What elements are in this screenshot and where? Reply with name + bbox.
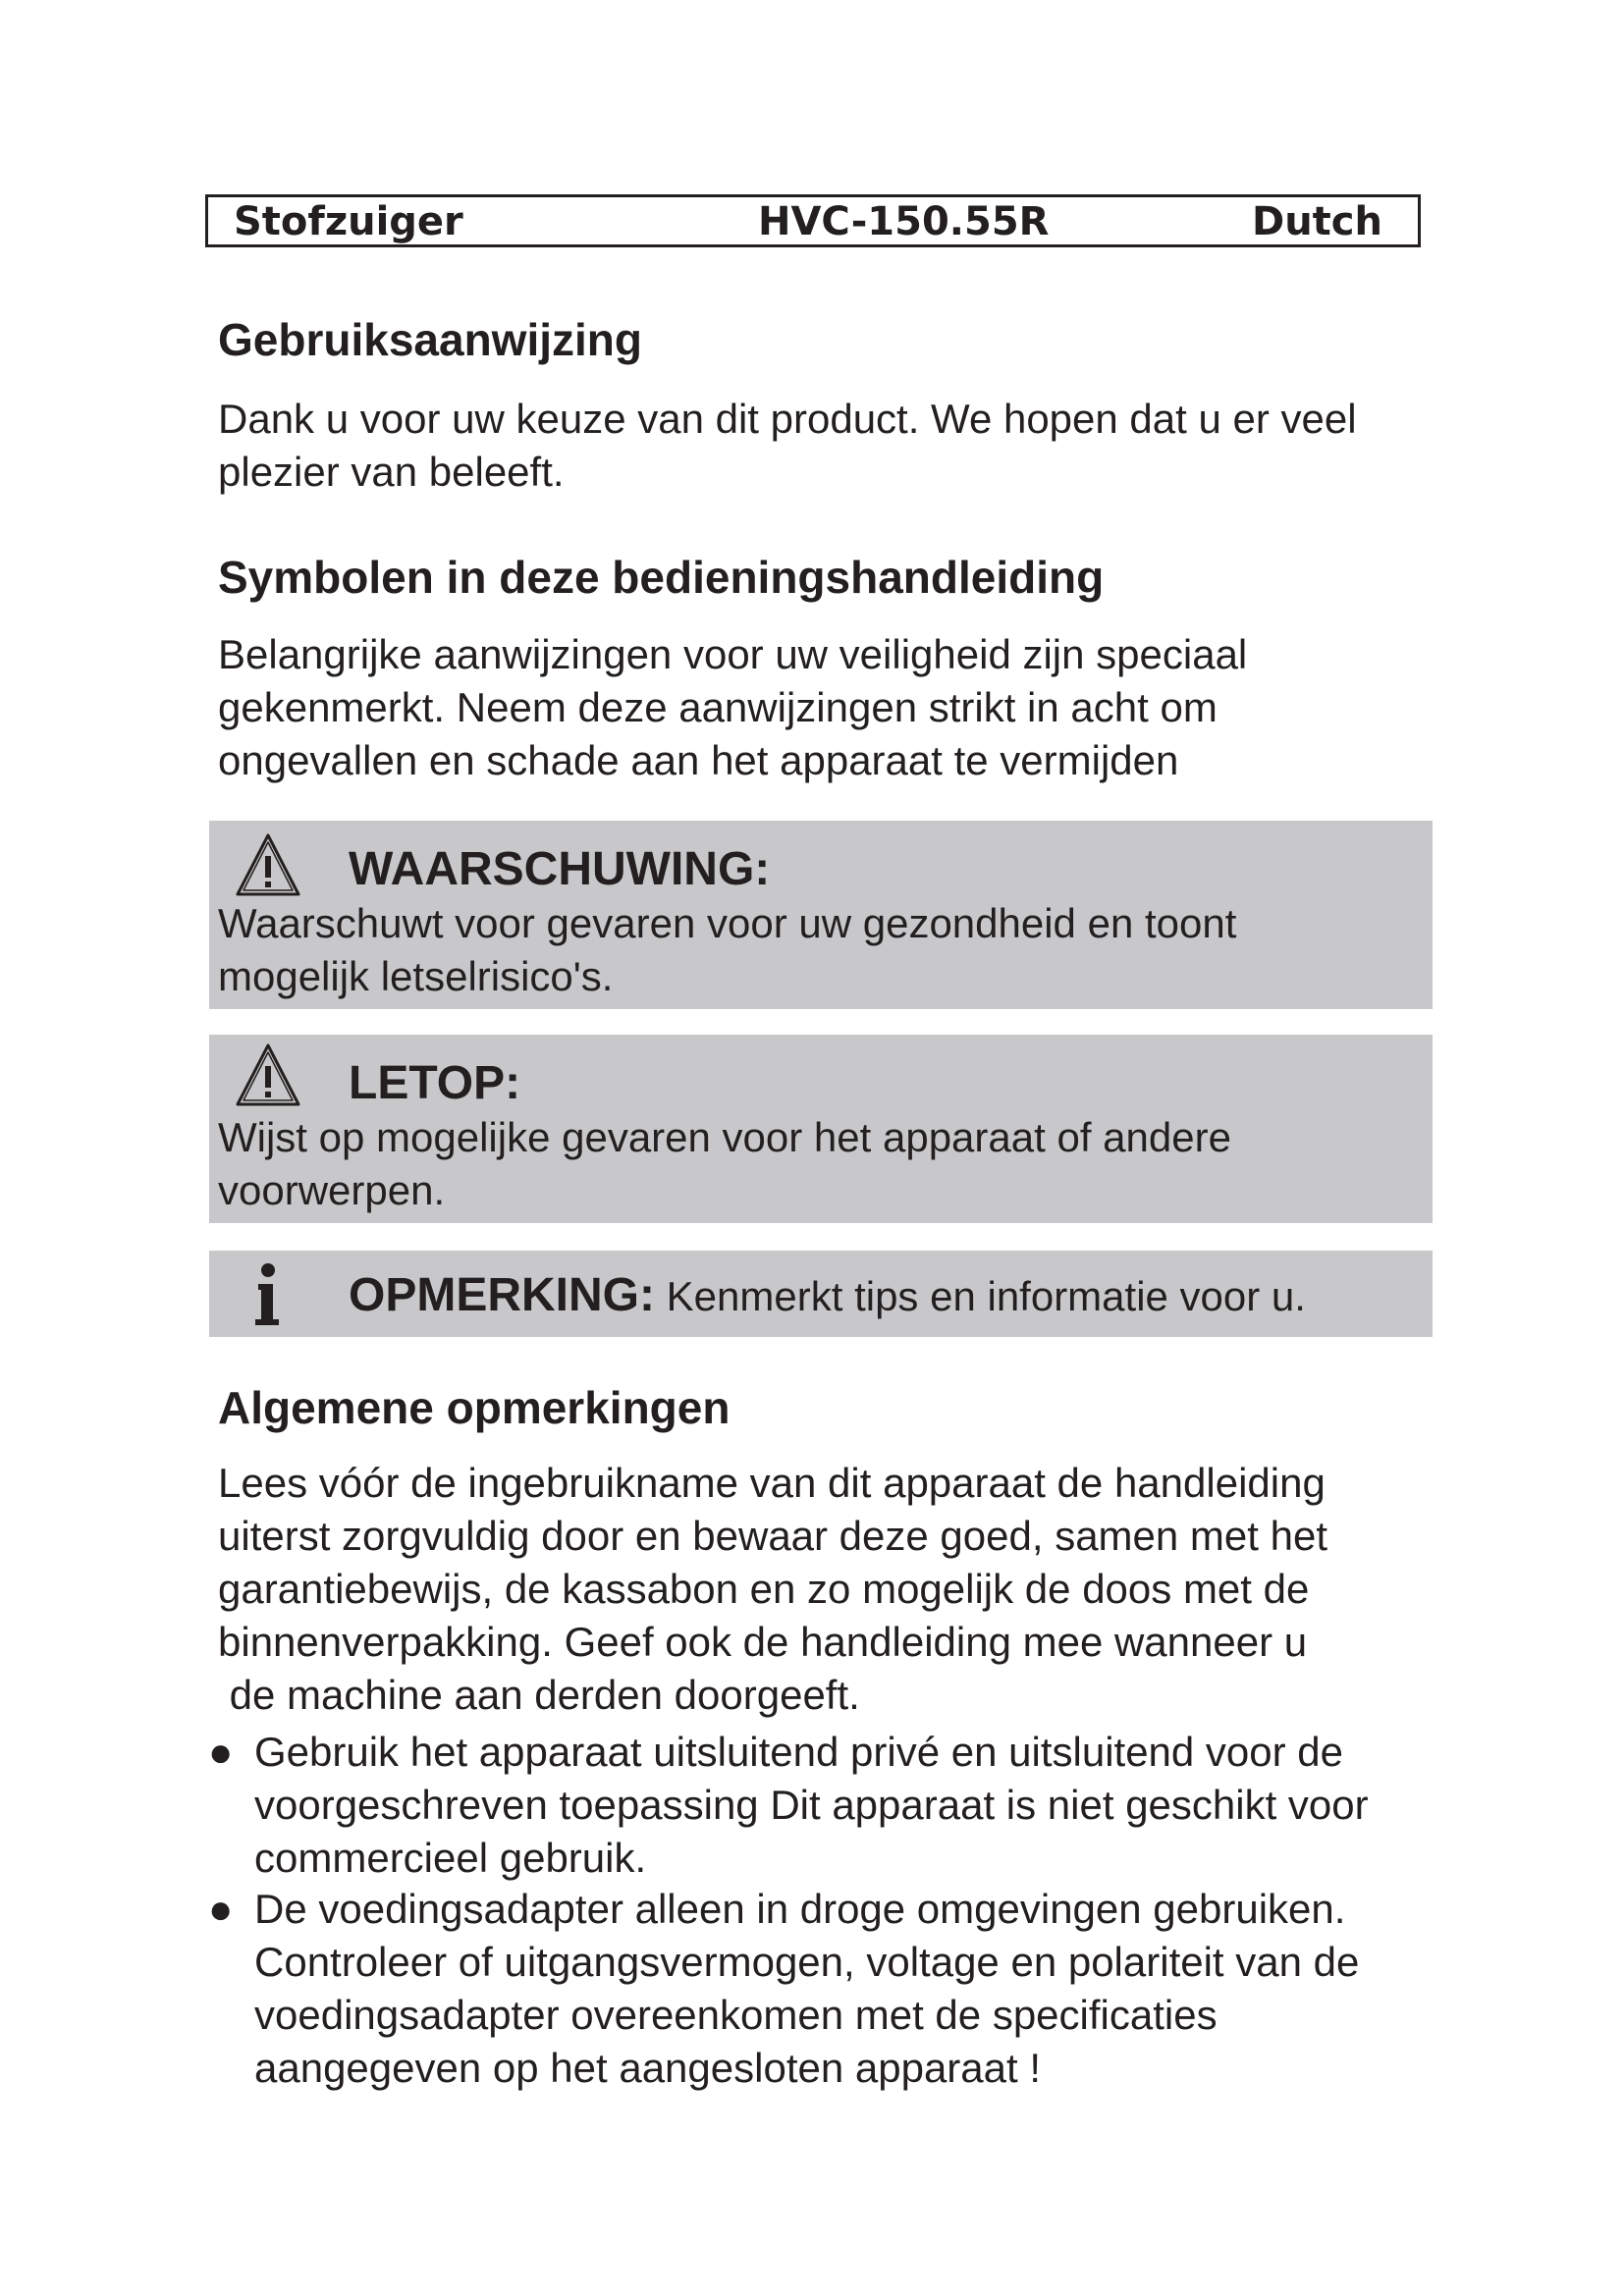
symbols-line-3: ongevallen en schade aan het apparaat te vermijden <box>218 737 1179 783</box>
warning-line-1: Waarschuwt voor gevaren voor uw gezondheid en toont <box>218 900 1237 946</box>
general-line-1: Lees vóór de ingebruikname van dit apparaat de handleiding <box>218 1460 1326 1506</box>
symbols-heading: Symbolen in deze bedieningshandleiding <box>218 552 1105 603</box>
warning-line-2: mogelijk letselrisico's. <box>218 953 614 999</box>
caution-label: LETOP: <box>349 1057 521 1109</box>
bullet-1-line-3: commercieel gebruik. <box>254 1835 647 1881</box>
warning-label: WAARSCHUWING: <box>349 843 771 895</box>
model-number: HVC-150.55R <box>758 199 1050 244</box>
symbols-line-1: Belangrijke aanwijzingen voor uw veiligheid zijn speciaal <box>218 631 1248 677</box>
bullet-2-line-2: Controleer of uitgangsvermogen, voltage en polariteit van de <box>254 1939 1360 1985</box>
bullet-icon: ● <box>208 1729 234 1775</box>
document-header <box>205 194 1421 247</box>
warning-triangle-icon <box>235 832 301 897</box>
general-line-2: uiterst zorgvuldig door en bewaar deze goed, samen met het <box>218 1513 1328 1559</box>
general-line-4: binnenverpakking. Geef ook de handleiding mee wanneer u <box>218 1619 1308 1665</box>
product-name: Stofzuiger <box>234 199 463 244</box>
bullet-icon: ● <box>208 1886 234 1932</box>
note-description: Kenmerkt tips en informatie voor u. <box>655 1273 1306 1319</box>
symbols-line-2: gekenmerkt. Neem deze aanwijzingen strikt in acht om <box>218 684 1218 730</box>
note-label: OPMERKING: <box>349 1269 655 1321</box>
usage-line-2: plezier van beleeft. <box>218 449 565 495</box>
bullet-2-line-1: De voedingsadapter alleen in droge omgevingen gebruiken. <box>254 1886 1346 1932</box>
note-notice <box>209 1251 1433 1337</box>
bullet-1-line-2: voorgeschreven toepassing Dit apparaat is niet geschikt voor <box>254 1782 1369 1828</box>
bullet-2-line-4: aangegeven op het aangesloten apparaat ! <box>254 2045 1042 2091</box>
info-icon <box>252 1262 282 1327</box>
language-label: Dutch <box>1252 199 1382 244</box>
usage-heading: Gebruiksaanwijzing <box>218 314 642 365</box>
caution-notice <box>209 1035 1433 1223</box>
warning-notice <box>209 821 1433 1009</box>
general-heading: Algemene opmerkingen <box>218 1382 731 1433</box>
note-text <box>349 1268 1306 1324</box>
caution-line-1: Wijst op mogelijke gevaren voor het apparaat of andere <box>218 1114 1231 1160</box>
general-line-3: garantiebewijs, de kassabon en zo mogelijk de doos met de <box>218 1566 1310 1612</box>
caution-line-2: voorwerpen. <box>218 1167 446 1213</box>
bullet-1-line-1: Gebruik het apparaat uitsluitend privé en uitsluitend voor de <box>254 1729 1344 1775</box>
warning-triangle-icon <box>235 1042 301 1107</box>
usage-line-1: Dank u voor uw keuze van dit product. We hopen dat u er veel <box>218 396 1357 442</box>
bullet-2-line-3: voedingsadapter overeenkomen met de specificaties <box>254 1992 1218 2038</box>
general-line-5: de machine aan derden doorgeeft. <box>218 1672 860 1718</box>
